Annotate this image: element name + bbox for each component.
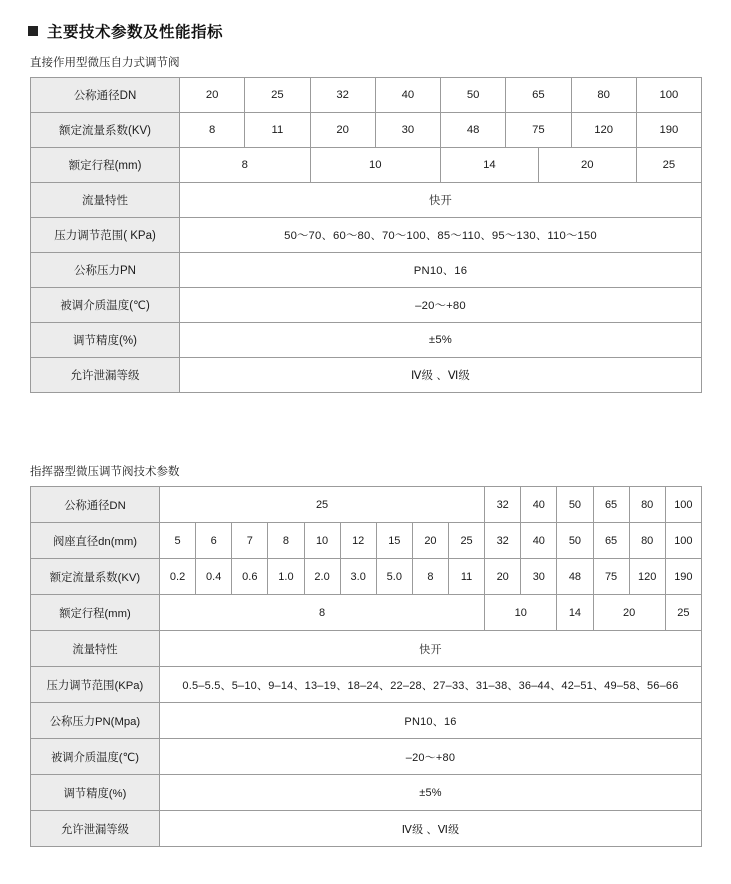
row-label: 公称通径DN (31, 78, 180, 113)
table-cell: 11 (245, 113, 310, 148)
row-label: 公称压力PN (31, 253, 180, 288)
table-cell: 25 (636, 148, 701, 183)
table-cell: 8 (180, 113, 245, 148)
row-label: 压力调节范围( KPa) (31, 218, 180, 253)
table-cell: Ⅳ级 、Ⅵ级 (160, 811, 702, 847)
table-row (31, 523, 702, 559)
table-cell: 30 (375, 113, 440, 148)
table-cell: 20 (180, 78, 245, 113)
table2-caption: 指挥器型微压调节阀技术参数 (30, 466, 180, 478)
table-cell: 50～70、60～80、70～100、85～110、95～130、110～150 (180, 218, 702, 253)
table-cell: 40 (375, 78, 440, 113)
table-row (31, 667, 702, 703)
table-cell: 5.0 (376, 559, 412, 595)
table-row (31, 487, 702, 523)
table-row (31, 559, 702, 595)
table-cell: 75 (593, 559, 629, 595)
table-cell: 20 (593, 595, 665, 631)
table-cell: 190 (636, 113, 701, 148)
table-cell: 1.0 (268, 559, 304, 595)
row-label: 调节精度(%) (31, 775, 160, 811)
table-cell: 快开 (160, 631, 702, 667)
table-cell: 80 (629, 487, 665, 523)
table-cell: 120 (629, 559, 665, 595)
table-cell: 40 (521, 523, 557, 559)
section-spacer (0, 393, 731, 463)
table-cell: Ⅳ级 、Ⅵ级 (180, 358, 702, 393)
table-row (31, 703, 702, 739)
table-cell: 65 (506, 78, 571, 113)
table-cell: 25 (665, 595, 701, 631)
table-cell: 2.0 (304, 559, 340, 595)
table-cell: 50 (557, 523, 593, 559)
table-cell: 20 (412, 523, 448, 559)
square-bullet-icon (28, 26, 38, 36)
table-cell: 7 (232, 523, 268, 559)
table-cell: 15 (376, 523, 412, 559)
table-row (31, 323, 702, 358)
table-cell: 20 (485, 559, 521, 595)
table-cell: 5 (160, 523, 196, 559)
table-cell: 14 (557, 595, 593, 631)
table-cell: 10 (304, 523, 340, 559)
table-row (31, 253, 702, 288)
row-label: 额定流量系数(KV) (31, 113, 180, 148)
table-cell: 50 (557, 487, 593, 523)
row-label: 允许泄漏等级 (31, 811, 160, 847)
table-cell: 0.2 (160, 559, 196, 595)
table-cell: 8 (160, 595, 485, 631)
table-row (31, 775, 702, 811)
row-label: 公称通径DN (31, 487, 160, 523)
row-label: 被调介质温度(℃) (31, 739, 160, 775)
table-cell: 100 (665, 523, 701, 559)
table-cell: 0.5–5.5、5–10、9–14、13–19、18–24、22–28、27–33、31–38、36–44、42–51、49–58、56–66 (160, 667, 702, 703)
table-cell: 32 (310, 78, 375, 113)
table-cell: 65 (593, 487, 629, 523)
table-cell: 75 (506, 113, 571, 148)
table-cell: 25 (449, 523, 485, 559)
table-cell: 8 (268, 523, 304, 559)
table-row (31, 218, 702, 253)
table-cell: 30 (521, 559, 557, 595)
table-cell: 0.4 (196, 559, 232, 595)
table-cell: 48 (557, 559, 593, 595)
table-row (31, 113, 702, 148)
table-cell: 25 (245, 78, 310, 113)
table-cell: 8 (412, 559, 448, 595)
document-page (0, 20, 731, 884)
table-cell: 10 (310, 148, 441, 183)
table-cell: ±5% (160, 775, 702, 811)
table-cell: 0.6 (232, 559, 268, 595)
row-label: 压力调节范围(KPa) (31, 667, 160, 703)
table-cell: 快开 (180, 183, 702, 218)
row-label: 额定流量系数(KV) (31, 559, 160, 595)
page-title: 主要技术参数及性能指标 (47, 24, 224, 41)
section-heading (28, 20, 731, 42)
table-cell: 8 (180, 148, 311, 183)
table-cell: 40 (521, 487, 557, 523)
table-cell: 14 (441, 148, 539, 183)
table-pilot-operated-specs (30, 486, 702, 847)
table-row (31, 811, 702, 847)
table-row (31, 358, 702, 393)
row-label: 流量特性 (31, 631, 160, 667)
table-cell: –20～+80 (180, 288, 702, 323)
table-cell: 48 (441, 113, 506, 148)
table-cell: 25 (160, 487, 485, 523)
row-label: 流量特性 (31, 183, 180, 218)
table-cell: –20～+80 (160, 739, 702, 775)
table-cell: 100 (636, 78, 701, 113)
table-cell: 100 (665, 487, 701, 523)
table-row (31, 595, 702, 631)
table-cell: 50 (441, 78, 506, 113)
table-cell: 3.0 (340, 559, 376, 595)
table-row (31, 739, 702, 775)
table-row (31, 183, 702, 218)
table-row (31, 288, 702, 323)
row-label: 被调介质温度(℃) (31, 288, 180, 323)
table-cell: 32 (485, 487, 521, 523)
table-cell: 80 (629, 523, 665, 559)
row-label: 额定行程(mm) (31, 595, 160, 631)
table-row (31, 631, 702, 667)
table1-caption: 直接作用型微压自力式调节阀 (30, 57, 180, 69)
table-cell: 20 (538, 148, 636, 183)
row-label: 额定行程(mm) (31, 148, 180, 183)
table-cell: 20 (310, 113, 375, 148)
table-row (31, 148, 702, 183)
table-cell: 11 (449, 559, 485, 595)
row-label: 调节精度(%) (31, 323, 180, 358)
table-cell: ±5% (180, 323, 702, 358)
table-cell: 65 (593, 523, 629, 559)
table-direct-acting-specs (30, 77, 702, 393)
table-cell: PN10、16 (160, 703, 702, 739)
row-label: 允许泄漏等级 (31, 358, 180, 393)
table-cell: 32 (485, 523, 521, 559)
row-label: 公称压力PN(Mpa) (31, 703, 160, 739)
table-cell: 12 (340, 523, 376, 559)
table-cell: 10 (485, 595, 557, 631)
table-cell: PN10、16 (180, 253, 702, 288)
table-cell: 80 (571, 78, 636, 113)
table-cell: 190 (665, 559, 701, 595)
table-row (31, 78, 702, 113)
table-cell: 120 (571, 113, 636, 148)
row-label: 阀座直径dn(mm) (31, 523, 160, 559)
table-cell: 6 (196, 523, 232, 559)
